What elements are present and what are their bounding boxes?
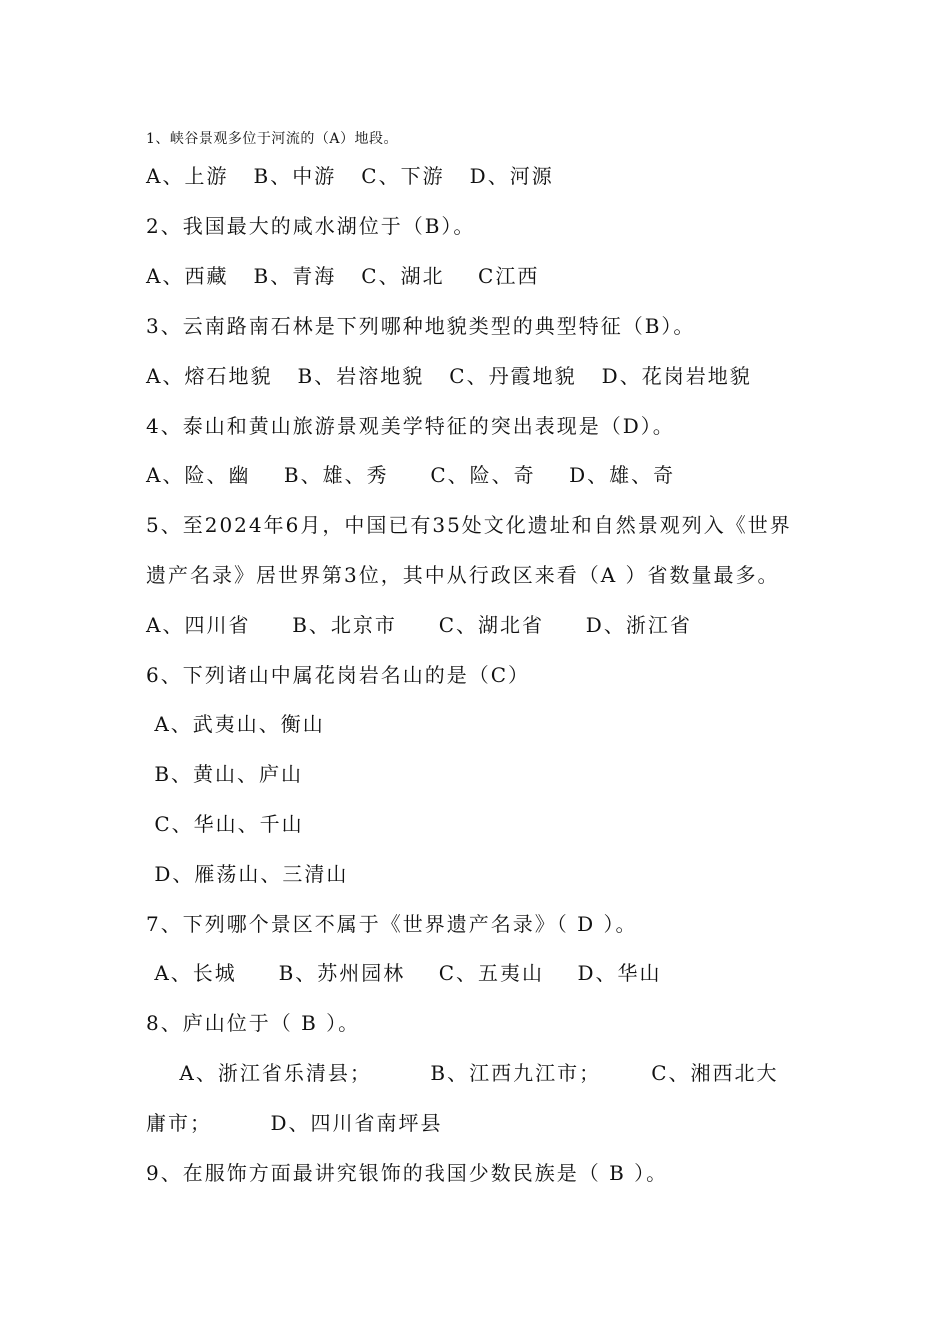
question-4-options: A、险、幽 B、雄、秀 C、险、奇 D、雄、奇 — [146, 463, 676, 487]
question-5-line-1: 5、至2024年6月，中国已有35处文化遗址和自然景观列入《世界 — [146, 513, 792, 537]
question-6-option-a: A、武夷山、衡山 — [146, 712, 325, 736]
question-6-option-d: D、雁荡山、三清山 — [146, 862, 349, 886]
question-6-option-b: B、黄山、庐山 — [146, 762, 304, 786]
question-1: 1、峡谷景观多位于河流的（A）地段。 — [146, 131, 399, 147]
question-9: 9、在服饰方面最讲究银饰的我国少数民族是（ B ）。 — [146, 1161, 669, 1185]
question-5-line-2: 遗产名录》居世界第3位，其中从行政区来看（A ）省数量最多。 — [146, 563, 780, 587]
question-4: 4、泰山和黄山旅游景观美学特征的突出表现是（D）。 — [146, 414, 675, 438]
question-2-options: A、西藏 B、青海 C、湖北 C江西 — [146, 264, 540, 288]
question-7-options: A、长城 B、苏州园林 C、五夷山 D、华山 — [146, 961, 662, 985]
question-7: 7、下列哪个景区不属于《世界遗产名录》（ D ）。 — [146, 912, 638, 936]
question-3-options: A、熔石地貌 B、岩溶地貌 C、丹霞地貌 D、花岗岩地貌 — [146, 364, 752, 388]
question-8-options-line-1: A、浙江省乐清县； B、江西九江市； C、湘西北大 — [146, 1061, 779, 1085]
question-8-options-line-2: 庸市； D、四川省南坪县 — [146, 1111, 443, 1135]
question-8: 8、庐山位于（ B ）。 — [146, 1011, 361, 1035]
question-1-options: A、上游 B、中游 C、下游 D、河源 — [146, 164, 554, 188]
question-3: 3、云南路南石林是下列哪种地貌类型的典型特征（B）。 — [146, 314, 696, 338]
question-2: 2、我国最大的咸水湖位于（B）。 — [146, 214, 476, 238]
question-6: 6、下列诸山中属花岗岩名山的是（C） — [146, 663, 531, 687]
question-6-option-c: C、华山、千山 — [146, 812, 304, 836]
question-5-options: A、四川省 B、北京市 C、湖北省 D、浙江省 — [146, 613, 692, 637]
